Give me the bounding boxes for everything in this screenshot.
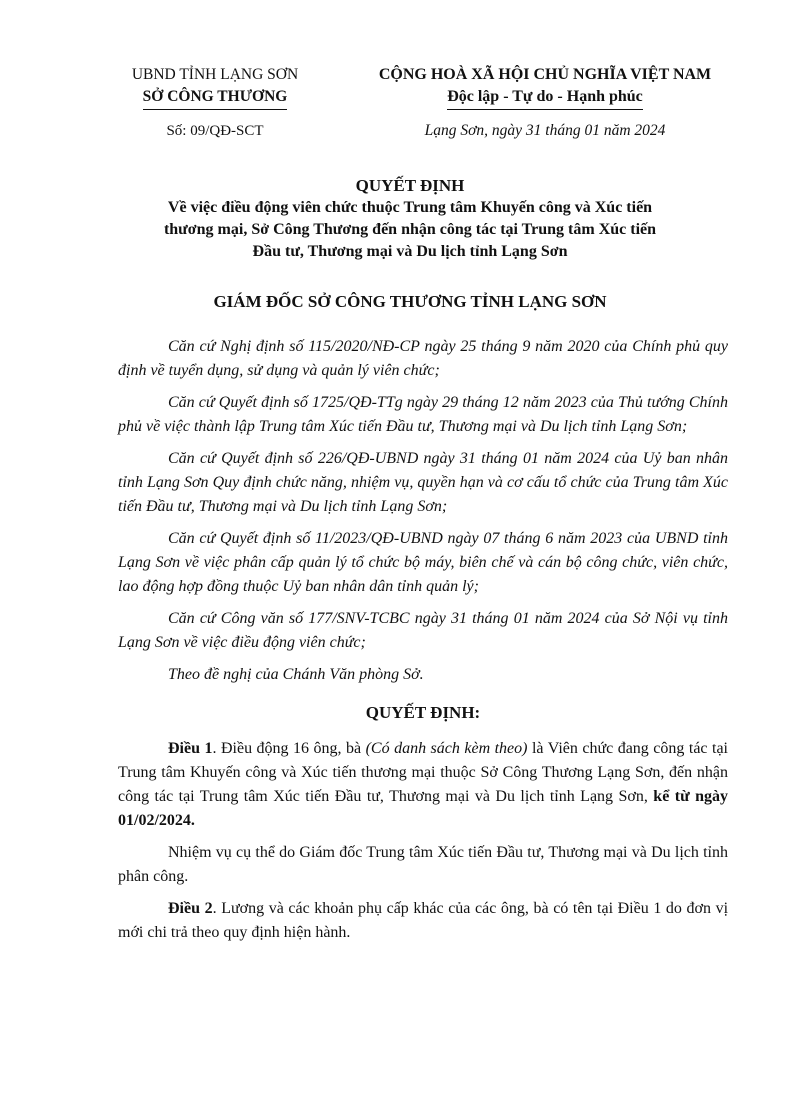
- subject-line: Về việc điều động viên chức thuộc Trung tâm Khuyến công và Xúc tiến: [167, 199, 653, 216]
- document-body: [118, 335, 728, 953]
- legal-basis: Căn cứ Quyết định số 11/2023/QĐ-UBND ngày 07 tháng 6 năm 2023 của UBND tỉnh Lạng Sơn về việc phân cấp quản lý tổ chức bộ máy, biên chế và cán bộ công chức, viên chức, lao động hợp đồng thuộc Uỷ ban nhân dân tỉnh quản lý;: [118, 530, 728, 595]
- legal-basis: Căn cứ Quyết định số 226/QĐ-UBND ngày 31 tháng 01 năm 2024 của Uỷ ban nhân tỉnh Lạng Sơn Quy định chức năng, nhiệm vụ, quyền hạn và cơ cấu tổ chức của Trung tâm Xúc tiến Đầu tư, Thương mại và Du lịch tỉnh Lạng Sơn;: [118, 450, 728, 515]
- article-1: [118, 737, 728, 833]
- subject-line: Đầu tư, Thương mại và Du lịch tỉnh Lạng Sơn: [252, 243, 568, 260]
- article-1-label: Điều 1: [168, 740, 213, 757]
- place-date: Lạng Sơn, ngày 31 tháng 01 năm 2024: [424, 122, 666, 139]
- article-2-label: Điều 2: [168, 900, 213, 917]
- document-number: Số: 09/QĐ-SCT: [166, 123, 264, 139]
- national-motto: Độc lập - Tự do - Hạnh phúc: [447, 86, 643, 110]
- proposal-line: Theo đề nghị của Chánh Văn phòng Sở.: [168, 666, 424, 683]
- article-1-attachment-note: (Có danh sách kèm theo): [365, 740, 528, 757]
- subject-line: thương mại, Sở Công Thương đến nhận công tác tại Trung tâm Xúc tiến: [163, 221, 657, 238]
- nation-name: CỘNG HOÀ XÃ HỘI CHỦ NGHĨA VIỆT NAM: [378, 66, 712, 83]
- issuing-agency-block: [100, 64, 330, 142]
- national-header-block: [345, 64, 745, 142]
- agency-name: SỞ CÔNG THƯƠNG: [143, 86, 288, 110]
- article-2-text: . Lương và các khoản phụ cấp khác của các ông, bà có tên tại Điều 1 do đơn vị mới chi trả theo quy định hiện hành.: [118, 900, 729, 941]
- legal-basis: Căn cứ Nghị định số 115/2020/NĐ-CP ngày 25 tháng 9 năm 2020 của Chính phủ quy định về tuyển dụng, sử dụng và quản lý viên chức;: [118, 338, 728, 379]
- legal-basis: Căn cứ Quyết định số 1725/QĐ-TTg ngày 29 tháng 12 năm 2023 của Thủ tướng Chính phủ về việc thành lập Trung tâm Xúc tiến Đầu tư, Thương mại và Du lịch tỉnh Lạng Sơn;: [118, 394, 728, 435]
- article-1-text-cont: là Viên chức đang công tác tại Trung tâm Khuyến công và Xúc tiến thương mại thuộc Sở Công Thương Lạng Sơn, đến nhận công tác tại Trung tâm Xúc tiến Đầu tư, Thương mại và Du lịch tỉnh Lạng Sơn,: [118, 740, 729, 805]
- decision-heading: QUYẾT ĐỊNH:: [365, 703, 481, 722]
- article-1-note: Nhiệm vụ cụ thể do Giám đốc Trung tâm Xúc tiến Đầu tư, Thương mại và Du lịch tỉnh phân công.: [118, 844, 728, 885]
- article-1-effective-date: kể từ ngày 01/02/2024.: [118, 788, 729, 829]
- agency-parent: UBND TỈNH LẠNG SƠN: [131, 66, 299, 83]
- legal-basis: Căn cứ Công văn số 177/SNV-TCBC ngày 31 tháng 01 năm 2024 của Sở Nội vụ tỉnh Lạng Sơn về việc điều động viên chức;: [118, 610, 728, 651]
- decision-title: QUYẾT ĐỊNH: [355, 176, 465, 195]
- article-1-text: . Điều động 16 ông, bà: [212, 740, 366, 757]
- authority-heading: GIÁM ĐỐC SỞ CÔNG THƯƠNG TỈNH LẠNG SƠN: [213, 292, 607, 311]
- article-2: [118, 897, 728, 945]
- decision-title-block: [110, 175, 710, 263]
